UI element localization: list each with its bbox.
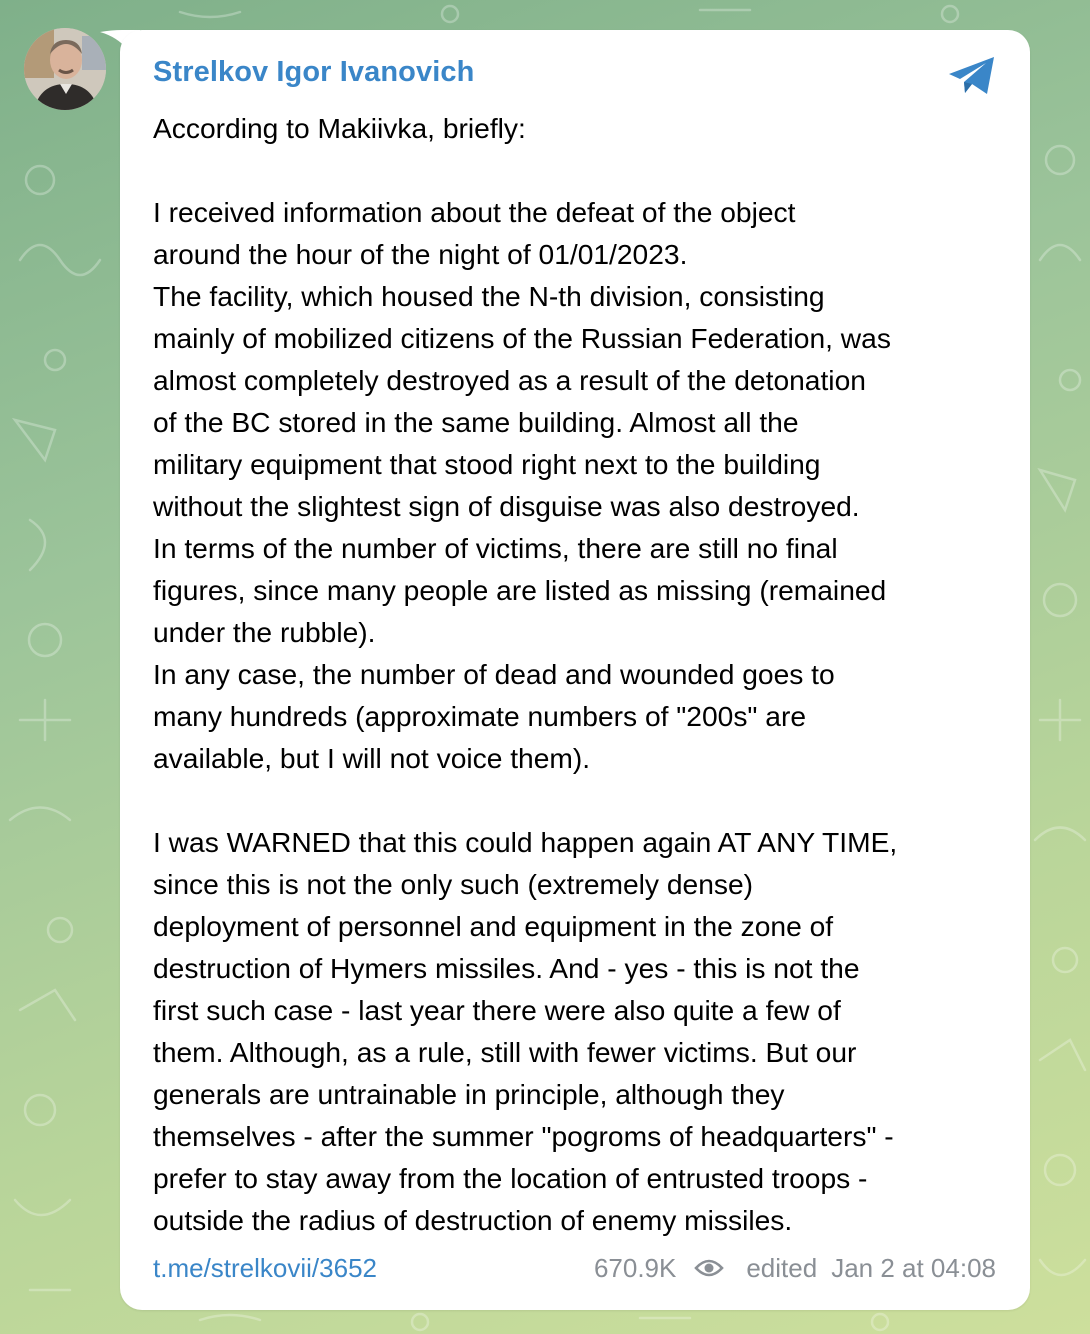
message-text xyxy=(153,107,1009,1241)
message-line: almost completely destroyed as a result of the detonation xyxy=(153,364,866,396)
message-line: military equipment that stood right next to the building xyxy=(153,448,821,480)
message-line: In any case, the number of dead and wounded goes to xyxy=(153,658,835,690)
avatar-photo-icon xyxy=(24,28,106,110)
message-line: of the BC stored in the same building. Almost all the xyxy=(153,406,799,438)
message-line: first such case - last year there were also quite a few of xyxy=(153,994,841,1026)
view-count: 670.9K xyxy=(593,1253,677,1283)
message-footer xyxy=(153,1251,996,1285)
message-line: The facility, which housed the N-th division, consisting xyxy=(153,280,825,312)
telegram-send-icon[interactable] xyxy=(946,54,998,98)
message-line: them. Although, as a rule, still with fewer victims. But our xyxy=(153,1036,857,1068)
message-line: outside the radius of destruction of enemy missiles. xyxy=(153,1204,793,1236)
message-meta xyxy=(594,1251,996,1285)
message-line: since this is not the only such (extremely dense) xyxy=(153,868,754,900)
message-line: many hundreds (approximate numbers of "200s" are xyxy=(153,700,807,732)
paragraph-gap xyxy=(153,149,1009,191)
message-line: around the hour of the night of 01/01/2023. xyxy=(153,238,688,270)
message-line: I received information about the defeat of the object xyxy=(153,196,796,228)
eye-icon xyxy=(694,1258,724,1278)
message-line: prefer to stay away from the location of entrusted troops - xyxy=(153,1162,868,1194)
message-line: destruction of Hymers missiles. And - yes - this is not the xyxy=(153,952,860,984)
message-line: According to Makiivka, briefly: xyxy=(153,112,526,144)
user-avatar[interactable] xyxy=(24,28,106,110)
message-line: figures, since many people are listed as missing (remained xyxy=(153,574,887,606)
edited-label: edited xyxy=(746,1253,818,1283)
post-link[interactable]: t.me/strelkovii/3652 xyxy=(153,1253,377,1283)
message-timestamp: Jan 2 at 04:08 xyxy=(831,1253,996,1283)
sender-name[interactable]: Strelkov Igor Ivanovich xyxy=(153,56,475,88)
message-line: I was WARNED that this could happen again AT ANY TIME, xyxy=(153,826,898,858)
message-line: available, but I will not voice them). xyxy=(153,742,591,774)
message-bubble xyxy=(120,30,1030,1310)
message-line: deployment of personnel and equipment in the zone of xyxy=(153,910,834,942)
message-line: generals are untrainable in principle, although they xyxy=(153,1078,785,1110)
paragraph-gap xyxy=(153,779,1009,821)
message-line: themselves - after the summer "pogroms of headquarters" - xyxy=(153,1120,894,1152)
message-line: In terms of the number of victims, there are still no final xyxy=(153,532,838,564)
message-line: mainly of mobilized citizens of the Russian Federation, was xyxy=(153,322,891,354)
message-line: without the slightest sign of disguise was also destroyed. xyxy=(153,490,860,522)
message-line: under the rubble). xyxy=(153,616,376,648)
